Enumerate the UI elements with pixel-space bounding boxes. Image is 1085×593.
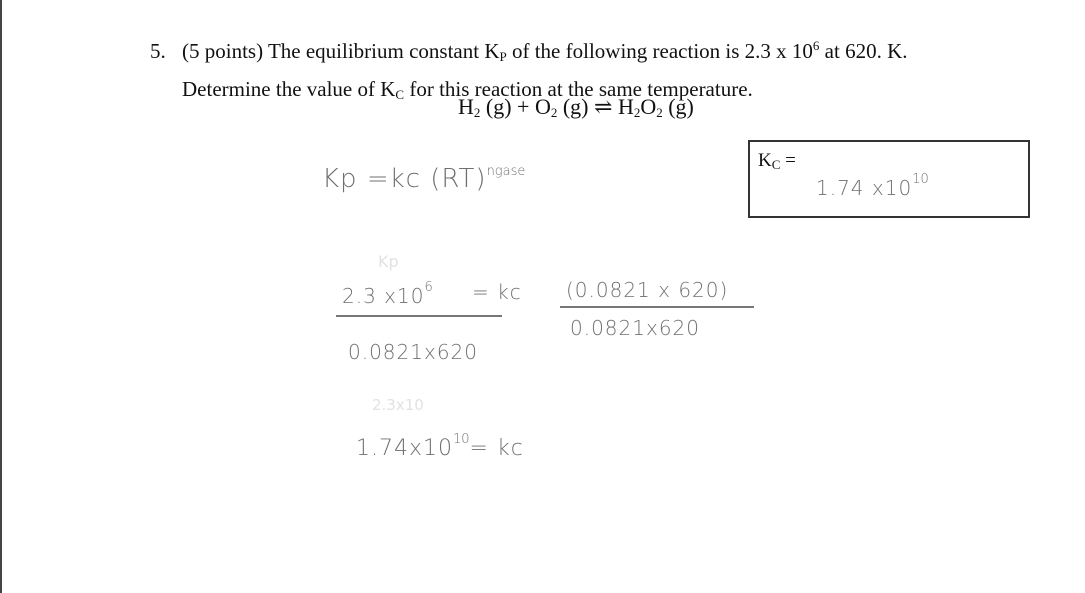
reactant-o-sub: 2 — [550, 105, 558, 120]
question-line1-a: (5 points) The equilibrium constant K — [182, 39, 500, 63]
reactant-h-sub: 2 — [473, 105, 481, 120]
question-line-1 — [150, 30, 1050, 73]
ghost-kp: Kp — [378, 252, 399, 271]
question-number: 5. — [150, 39, 166, 63]
work-formula — [322, 164, 525, 194]
question-line2-a: Determine the value of K — [182, 77, 396, 101]
work-rhs-fraction-bar — [560, 306, 754, 308]
work-result-exponent: 10 — [453, 432, 470, 447]
work-lhs-numerator-exp: 6 — [424, 280, 433, 295]
chemical-equation — [458, 92, 694, 128]
work-equals-kc: = kc — [472, 280, 522, 304]
exponent: 6 — [812, 38, 820, 53]
reactant-h: H — [458, 94, 474, 119]
page-left-edge — [0, 0, 2, 593]
work-result-mantissa: 1.74x10 — [356, 436, 453, 461]
kc-subscript: C — [395, 87, 405, 102]
answer-label-eq: = — [780, 150, 796, 171]
product-o-sub: 2 — [656, 105, 663, 120]
work-result-tail: = kc — [469, 436, 524, 461]
answer-value-exponent: 10 — [912, 172, 929, 187]
answer-label — [758, 150, 796, 173]
work-lhs-denominator: 0.0821x620 — [348, 340, 478, 364]
work-rhs-numerator: (0.0821 x 620) — [566, 278, 729, 302]
product-phase: (g) — [662, 94, 694, 119]
work-formula-exponent: ngase — [486, 164, 526, 179]
work-formula-text: Kp =kc (RT) — [322, 164, 487, 194]
reactant-o-phase: (g) — [557, 94, 594, 119]
answer-label-sub: C — [771, 157, 781, 172]
kp-subscript: P — [499, 49, 507, 64]
reactant-h-phase: (g) + O — [480, 94, 551, 119]
answer-value — [816, 172, 929, 200]
equilibrium-arrow: ⇌ — [594, 94, 613, 119]
work-lhs-numerator-text: 2.3 x10 — [342, 284, 425, 308]
work-rhs-denominator: 0.0821x620 — [570, 316, 700, 340]
question-line1-b: of the following reaction is 2.3 x 10 — [506, 39, 813, 63]
answer-value-mantissa: 1.74 x10 — [816, 176, 913, 200]
ghost-x10: 2.3x10 — [372, 396, 424, 414]
product-o: O — [640, 94, 657, 119]
question-line2-b: for this reaction at the same temperature. — [404, 77, 753, 101]
work-lhs-numerator — [342, 280, 433, 308]
answer-label-k: K — [758, 150, 772, 171]
work-result — [356, 432, 524, 461]
product-h-sub: 2 — [633, 105, 641, 120]
answer-box[interactable] — [748, 140, 1030, 218]
question-line1-c: at 620. K. — [819, 39, 908, 63]
product-h: H — [612, 94, 634, 119]
work-lhs-fraction-bar — [336, 315, 502, 317]
